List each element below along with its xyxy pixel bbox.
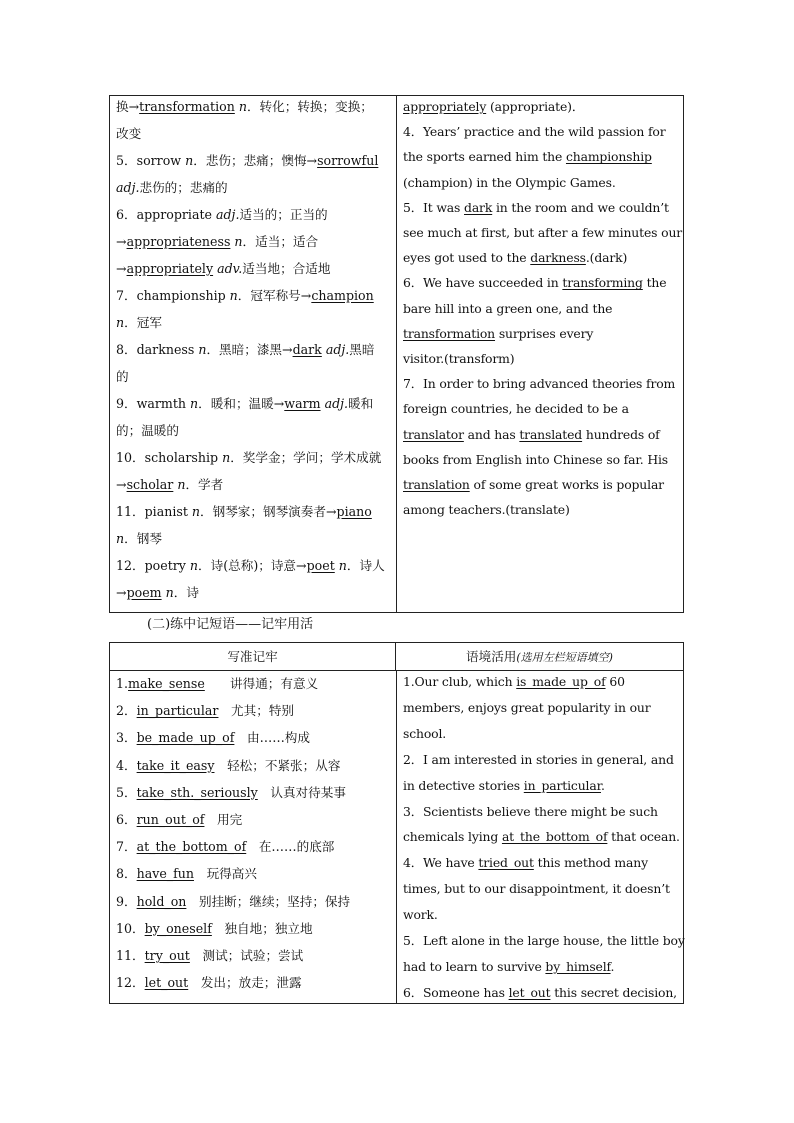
text-segment: bare hill into a green one, and the	[403, 300, 613, 316]
text-line	[403, 123, 666, 141]
text-line	[116, 449, 381, 467]
answer-blank: run_out_of	[136, 812, 205, 827]
text-segment: among teachers.(translate)	[403, 502, 570, 518]
text-line	[403, 828, 680, 846]
text-segment: .(dark)	[585, 250, 628, 266]
text-segment: 适当地；合适地	[242, 261, 331, 276]
answer-blank: appropriately	[403, 99, 487, 114]
answer-blank: darkness	[530, 250, 586, 266]
text-segment: and has	[463, 426, 520, 442]
text-segment: 讲得通；有意义	[204, 676, 319, 691]
text-segment: 4．	[116, 757, 137, 773]
answer-blank: warm	[284, 396, 321, 411]
text-segment: 5．sorrow	[116, 153, 186, 168]
text-line	[116, 206, 328, 224]
text-line	[116, 422, 179, 440]
text-segment: 发出；放走；泄露	[188, 975, 302, 991]
vocabulary-table	[109, 95, 684, 613]
text-line	[116, 233, 318, 251]
text-line	[403, 350, 514, 368]
text-line	[403, 854, 648, 872]
text-line	[116, 784, 346, 802]
text-line	[403, 174, 616, 192]
text-segment: that ocean.	[607, 829, 680, 845]
answer-blank: translator	[403, 426, 464, 442]
text-segment: school.	[403, 725, 447, 741]
answer-blank: try_out	[144, 948, 190, 963]
text-segment: 8．darkness	[116, 342, 199, 357]
text-line	[116, 179, 228, 197]
part-of-speech: n	[198, 342, 207, 357]
text-segment: surprises every	[495, 325, 594, 341]
text-segment: ．奖学金；学问；学术成就	[230, 450, 382, 465]
text-segment: 适当的；正当的	[239, 207, 328, 222]
text-segment: 7．In order to bring advanced theories from	[403, 376, 676, 392]
phrase-table-header-right	[396, 643, 683, 671]
text-line	[116, 947, 303, 965]
text-line	[403, 300, 612, 318]
part-of-speech: n	[173, 477, 186, 492]
answer-blank: in_particular	[523, 777, 601, 793]
answer-blank: let_out	[144, 975, 189, 991]
part-of-speech: adj.	[321, 342, 350, 357]
text-segment: 6．	[116, 812, 137, 827]
text-segment: 暖和	[348, 396, 374, 411]
part-of-speech: n	[191, 504, 201, 519]
text-segment: 玩得高兴	[193, 866, 257, 882]
part-of-speech: n	[161, 585, 174, 600]
text-segment: 黑暗	[349, 342, 375, 357]
text-segment: times, but to our disappointment, it doesn’t	[403, 881, 670, 897]
text-line	[116, 341, 374, 359]
part-of-speech: n	[189, 558, 199, 573]
part-of-speech: n	[334, 558, 347, 573]
text-line	[403, 777, 605, 795]
part-of-speech: adj.	[215, 207, 240, 222]
part-of-speech: n	[229, 288, 238, 303]
text-line	[116, 675, 318, 693]
text-segment: 12．poetry	[116, 558, 190, 573]
section-caption: (二)练中记短语——记牢用活	[147, 617, 314, 632]
text-segment: 10．scholarship	[116, 450, 223, 465]
text-line	[116, 584, 199, 602]
text-line	[403, 906, 438, 924]
answer-blank: transforming	[562, 275, 643, 291]
phrase-table-header-left: 写准记牢	[110, 643, 396, 671]
answer-blank: poem	[126, 585, 162, 600]
text-line	[116, 974, 302, 992]
text-segment: the	[642, 275, 667, 291]
answer-blank: by_oneself	[144, 920, 212, 936]
text-segment: in the room and we couldn’t	[492, 199, 669, 215]
text-segment: 8．	[116, 866, 137, 882]
text-segment: 的	[116, 369, 129, 384]
text-segment: 6．Someone has	[403, 984, 509, 1000]
text-line	[116, 314, 162, 332]
answer-blank: hold_on	[136, 893, 187, 909]
part-of-speech: adj.	[116, 180, 140, 195]
text-segment: this secret decision,	[550, 984, 677, 1000]
answer-blank: in_particular	[136, 703, 219, 719]
text-segment: →	[116, 477, 127, 492]
text-segment: 10．	[116, 920, 145, 936]
text-line	[116, 260, 330, 278]
text-line	[116, 476, 223, 494]
text-segment: 7．	[116, 839, 137, 855]
text-segment: 2．	[116, 703, 137, 719]
text-segment: 4．We have	[403, 855, 479, 871]
text-segment: 别挂断；继续；坚持；保持	[186, 893, 351, 909]
answer-blank: appropriateness	[126, 234, 231, 249]
text-line	[403, 375, 675, 393]
phrase-left-column	[110, 671, 397, 1003]
text-segment: .	[600, 777, 605, 793]
vocabulary-right-column	[396, 96, 683, 612]
text-segment: 悲伤的；悲痛的	[139, 180, 228, 195]
answer-blank: at_the_bottom_of	[501, 829, 608, 845]
text-segment: 5．Left alone in the large house, the little boy	[403, 933, 685, 948]
text-segment: 12．	[116, 975, 145, 991]
text-line	[403, 880, 670, 898]
text-line	[403, 984, 677, 1002]
answer-blank: dark	[464, 199, 493, 215]
text-segment: 2．I am interested in stories in general, and	[403, 751, 674, 767]
text-line	[116, 125, 141, 143]
part-of-speech: n	[190, 396, 199, 411]
text-line	[403, 803, 658, 821]
text-segment: 9．warmth	[116, 396, 191, 411]
text-segment: the sports earned him the	[403, 149, 566, 165]
answer-blank: dark	[292, 342, 322, 357]
answer-blank: appropriately	[126, 261, 214, 276]
text-line	[116, 702, 294, 720]
answer-blank: take_sth._seriously	[136, 784, 258, 800]
text-segment: →	[116, 234, 127, 249]
text-line	[403, 274, 666, 292]
answer-blank: make_sense	[128, 676, 205, 691]
text-segment: of some great works is popular	[469, 477, 664, 492]
text-line	[403, 699, 651, 717]
text-segment: work.	[403, 907, 438, 923]
text-segment: 3．	[116, 730, 137, 746]
text-segment: →	[116, 585, 127, 600]
answer-blank: translation	[403, 477, 470, 492]
answer-blank: by_himself	[545, 958, 611, 974]
answer-blank: be_made_up_of	[136, 730, 235, 746]
text-line	[403, 325, 593, 343]
text-segment: eyes got used to the	[403, 250, 531, 266]
text-line	[116, 395, 373, 413]
text-segment: 尤其；特别	[218, 703, 295, 719]
text-line	[116, 893, 350, 911]
text-segment: books from English into Chinese so far. His	[403, 451, 669, 467]
text-segment: ．冠军	[124, 315, 162, 330]
text-segment: 轻松；不紧张；从容	[214, 757, 341, 773]
part-of-speech: adj.	[320, 396, 349, 411]
text-line	[403, 98, 584, 116]
text-segment: ．暖和；温暖→	[198, 396, 285, 411]
text-segment: in detective stories	[403, 777, 524, 793]
text-line	[116, 503, 372, 521]
text-line	[116, 530, 162, 548]
text-segment: 的；温暖的	[116, 423, 179, 438]
part-of-speech: adv.	[213, 261, 243, 276]
text-line	[116, 838, 334, 856]
text-segment: ．转化；转换；变换；	[246, 99, 373, 114]
text-segment: ．黑暗；漆黑→	[206, 342, 293, 357]
text-segment: 测试；试验；尝试	[189, 948, 304, 963]
text-segment: 9．	[116, 893, 137, 909]
answer-blank: transformation	[403, 325, 496, 341]
answer-blank: piano	[336, 504, 372, 519]
text-segment: (appropriate)．	[486, 99, 585, 114]
answer-blank: scholar	[126, 477, 174, 492]
text-segment: 1.Our club, which	[403, 674, 517, 689]
text-segment: 1.	[116, 676, 129, 691]
text-segment: 5．It was	[403, 199, 465, 215]
text-segment: this method many	[533, 855, 648, 871]
part-of-speech: n	[116, 315, 125, 330]
text-segment: 60	[605, 674, 625, 689]
text-segment: see much at first, but after a few minutes our	[403, 225, 683, 240]
text-line	[403, 400, 629, 418]
text-segment: foreign countries, he decided to be a	[403, 401, 629, 417]
text-segment: 11．pianist	[116, 504, 192, 519]
part-of-speech: n	[185, 153, 194, 168]
text-line	[116, 920, 313, 938]
text-line	[116, 287, 374, 305]
text-segment: 3．Scientists believe there might be such	[403, 803, 658, 819]
text-segment: had to learn to survive	[403, 958, 546, 974]
text-segment: ．诗	[173, 585, 199, 600]
answer-blank: translated	[519, 426, 583, 442]
answer-blank: have_fun	[136, 866, 194, 882]
text-line	[403, 199, 669, 217]
text-line	[403, 932, 685, 950]
text-line	[116, 152, 378, 170]
text-segment: 在……的底部	[246, 839, 335, 855]
answer-blank: championship	[565, 149, 652, 165]
part-of-speech: n	[116, 531, 125, 546]
text-line	[403, 725, 446, 743]
text-segment: 7．championship	[116, 288, 230, 303]
text-segment: 5．	[116, 784, 137, 800]
text-segment: ．诗人	[346, 558, 385, 573]
text-line	[116, 368, 129, 386]
text-segment: hundreds of	[582, 426, 660, 442]
text-line	[403, 673, 625, 691]
answer-blank: sorrowful	[317, 153, 379, 168]
header-right-note: (选用左栏短语填空)	[516, 651, 613, 664]
text-segment: 6．We have succeeded in	[403, 275, 563, 291]
text-segment: chemicals lying	[403, 829, 502, 845]
text-segment: (champion) in the Olympic Games.	[403, 174, 616, 190]
text-segment: 用完	[204, 812, 243, 827]
text-line	[403, 224, 682, 242]
text-segment: 认真对待某事	[257, 784, 346, 800]
text-line	[116, 557, 385, 575]
answer-blank: let_out	[508, 984, 551, 1000]
text-segment: →	[116, 261, 127, 276]
text-line	[403, 751, 674, 769]
text-segment: 11．	[116, 948, 145, 963]
text-line	[403, 501, 570, 519]
text-segment: ．诗(总称)；诗意→	[198, 558, 307, 573]
vocabulary-left-column	[110, 96, 397, 612]
text-segment: members, enjoys great popularity in our	[403, 699, 651, 715]
text-line	[403, 476, 664, 494]
phrase-table	[109, 642, 684, 1004]
answer-blank: transformation	[139, 99, 235, 114]
text-segment: 由……构成	[234, 730, 310, 746]
answer-blank: at_the_bottom_of	[136, 839, 247, 855]
text-line	[403, 148, 652, 166]
text-segment: 6．appropriate	[116, 207, 216, 222]
part-of-speech: n	[234, 99, 247, 114]
text-segment: ．悲伤；悲痛；懊悔→	[193, 153, 318, 168]
text-line	[116, 811, 242, 829]
answer-blank: tried_out	[478, 855, 534, 871]
part-of-speech: n	[230, 234, 243, 249]
text-line	[116, 865, 257, 883]
header-right-title: 语境活用	[466, 649, 517, 664]
answer-blank: is_made_up_of	[516, 674, 606, 689]
text-segment: .	[610, 958, 615, 974]
phrase-right-column	[396, 671, 683, 1003]
text-line	[403, 958, 614, 976]
text-segment: 独自地；独立地	[211, 920, 313, 936]
text-line	[116, 729, 310, 747]
text-line	[403, 451, 668, 469]
text-segment: 改变	[116, 126, 142, 141]
text-segment: ．适当；适合	[242, 234, 319, 249]
text-line	[403, 249, 627, 267]
text-segment: ．钢琴	[124, 531, 162, 546]
text-segment: visitor.(transform)	[403, 351, 515, 366]
text-segment: ．学者	[185, 477, 224, 492]
text-segment: ．钢琴家；钢琴演奏者→	[200, 504, 337, 519]
text-line	[116, 757, 340, 775]
text-segment: 4．Years’ practice and the wild passion for	[403, 124, 666, 140]
answer-blank: take_it_easy	[136, 757, 215, 773]
answer-blank: poet	[306, 558, 335, 573]
text-line	[403, 426, 660, 444]
text-line	[116, 98, 373, 116]
text-segment: ．冠军称号→	[237, 288, 312, 303]
answer-blank: champion	[311, 288, 374, 303]
part-of-speech: n	[222, 450, 231, 465]
text-segment: 换→	[116, 99, 140, 114]
